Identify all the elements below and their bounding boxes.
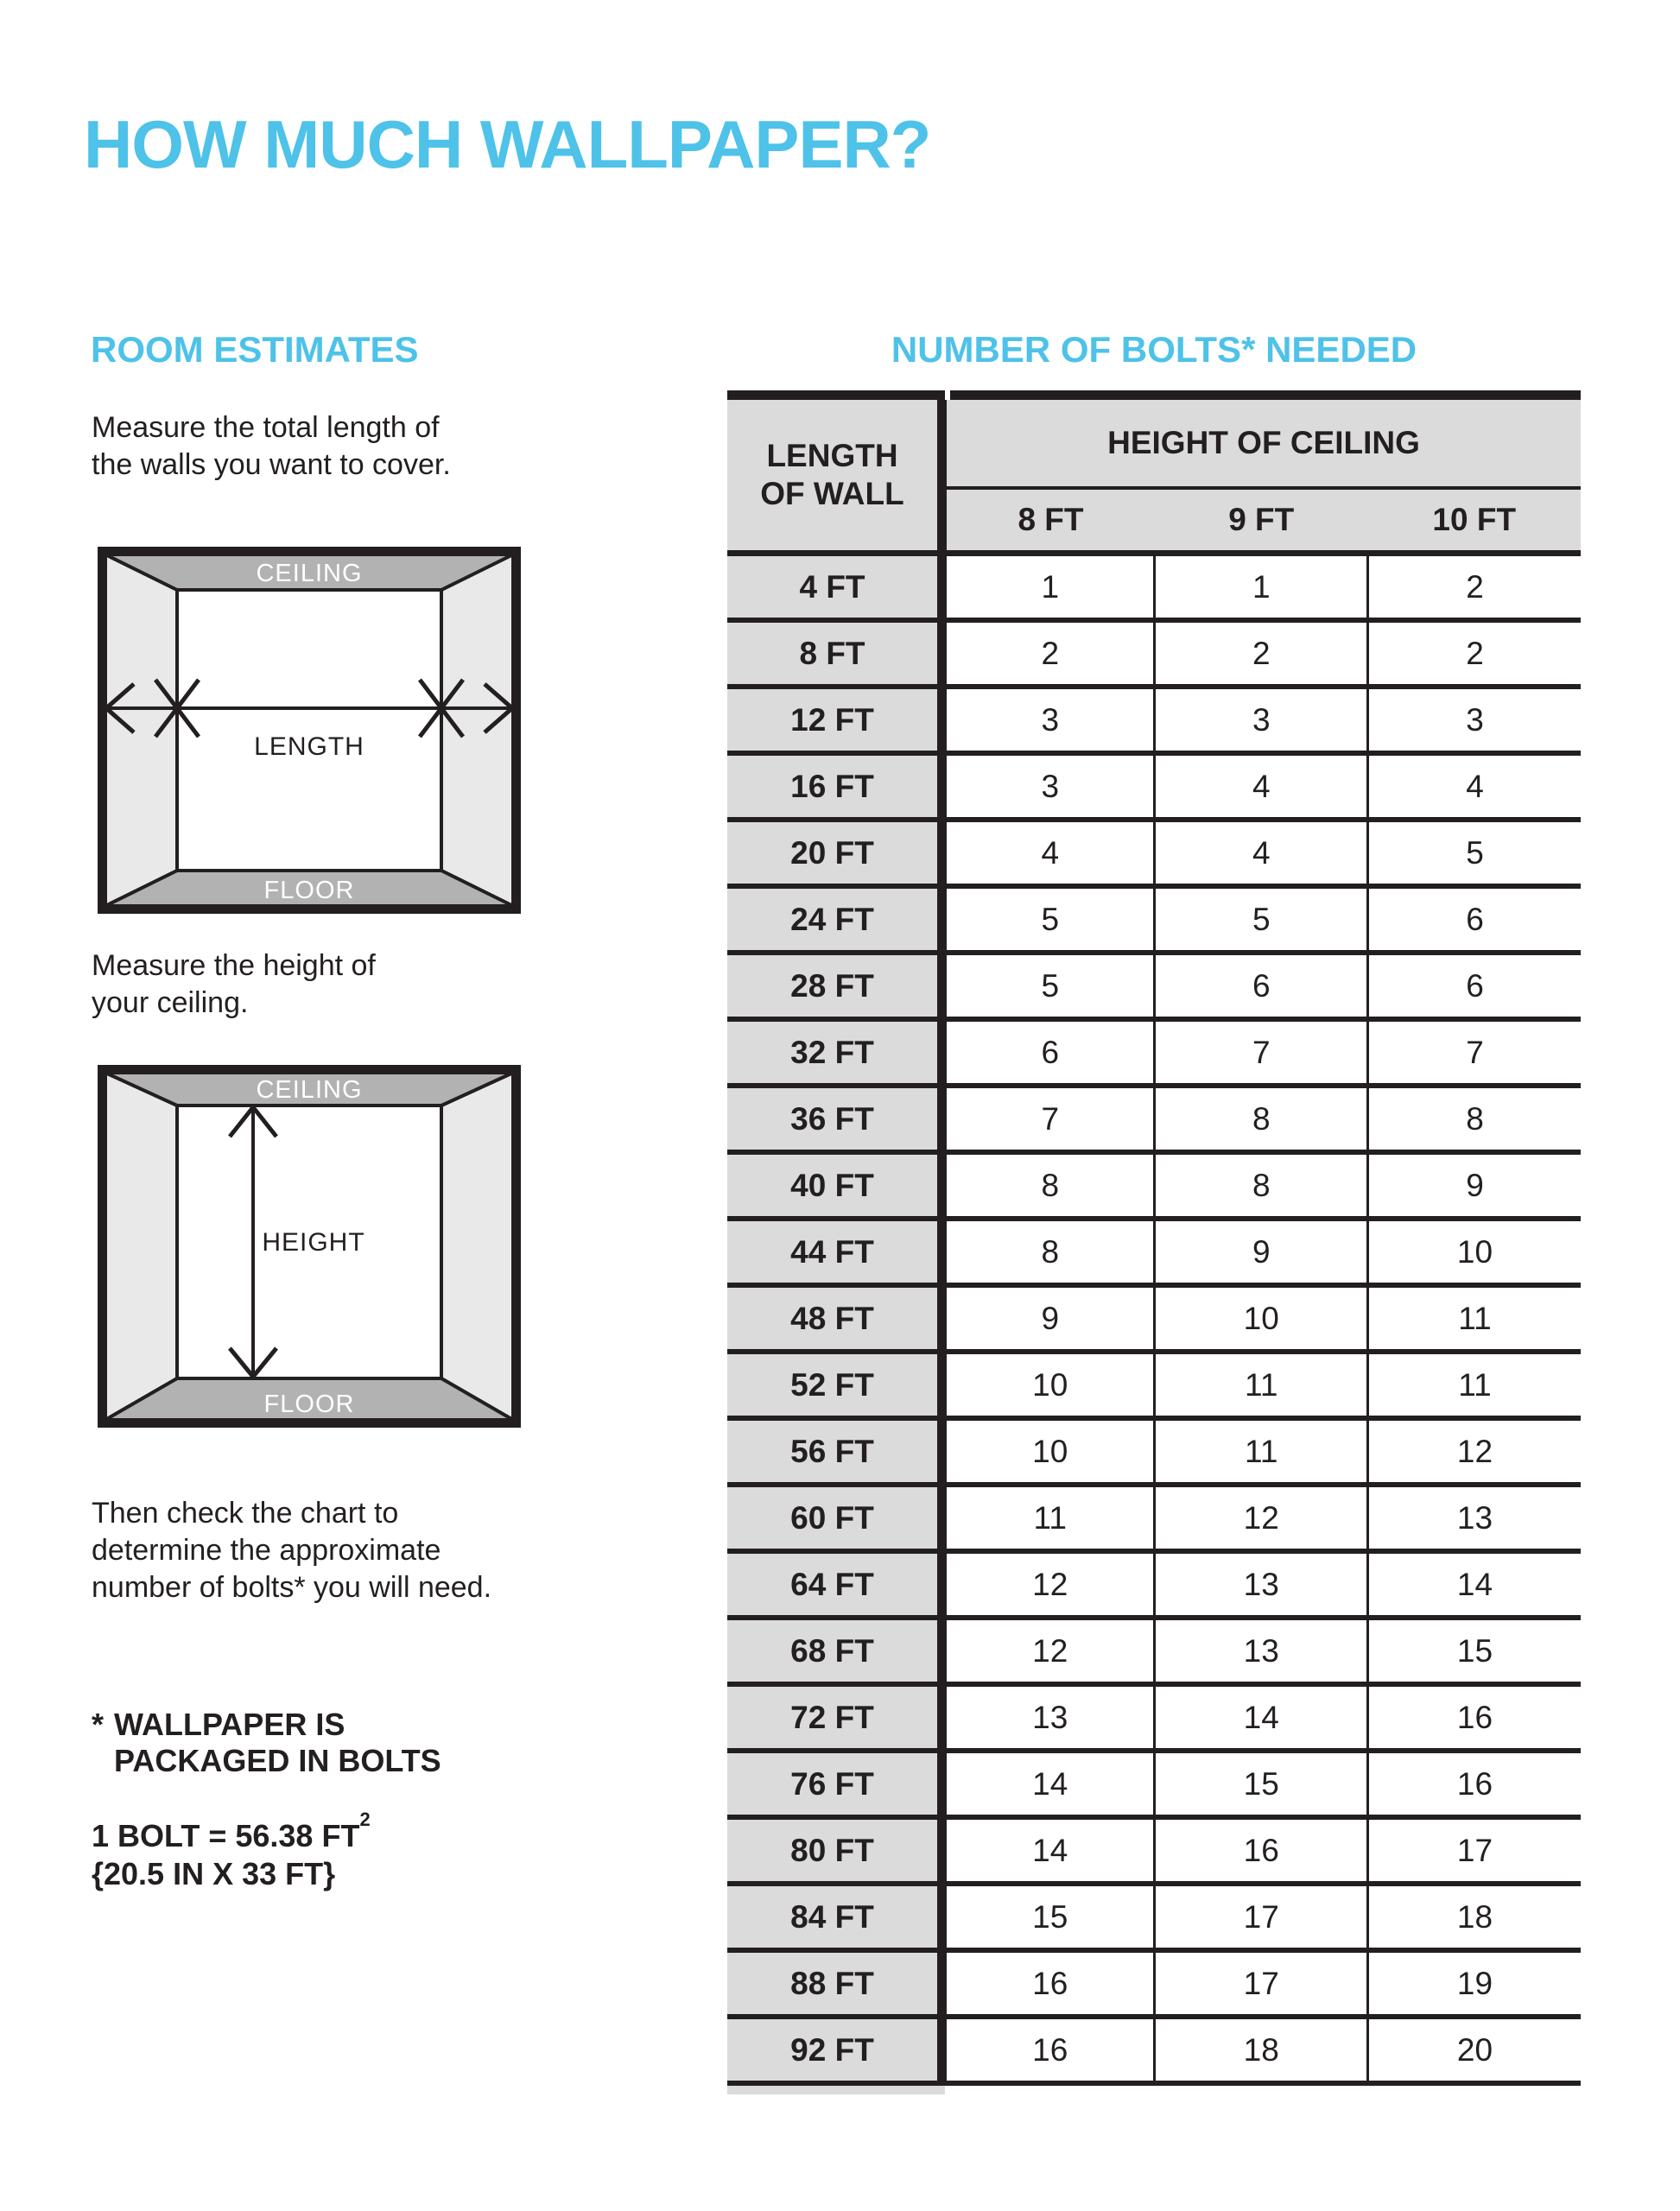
bolt-count-cell: 20 (1367, 2017, 1581, 2083)
bolt-count-cell: 5 (942, 953, 1155, 1019)
instruction-height-line1: Measure the height of (92, 949, 376, 982)
bolt-count-cell: 1 (942, 554, 1155, 621)
row-label: 8 FT (727, 620, 942, 687)
room-length-diagram (98, 547, 521, 914)
row-label: 80 FT (727, 1817, 942, 1884)
bolt-count-cell: 17 (1155, 1950, 1367, 2017)
bolt-count-cell: 17 (1367, 1817, 1581, 1884)
bolt-count-cell: 7 (1367, 1019, 1581, 1086)
table-row (727, 1751, 1581, 1817)
col-header-9ft: 9 FT (1155, 488, 1367, 554)
bolt-count-cell: 6 (942, 1019, 1155, 1086)
table-row (727, 1152, 1581, 1219)
instruction-length (92, 409, 451, 484)
row-label: 4 FT (727, 554, 942, 621)
instruction-height-line2: your ceiling. (92, 986, 249, 1019)
row-label: 48 FT (727, 1285, 942, 1352)
row-label: 40 FT (727, 1152, 942, 1219)
table-row (727, 1551, 1581, 1618)
bolt-count-cell: 10 (942, 1418, 1155, 1485)
bolt-count-cell: 11 (1155, 1418, 1367, 1485)
bolt-count-cell: 15 (1155, 1751, 1367, 1817)
bolt-count-cell: 13 (942, 1684, 1155, 1751)
instruction-chart (92, 1495, 491, 1606)
table-row (727, 1418, 1581, 1485)
ceiling-label: CEILING (256, 560, 363, 587)
right-wall-face (441, 1073, 513, 1420)
bolt-size-line1: 1 BOLT = 56.38 $FT^2$ (92, 1809, 371, 1853)
row-label: 76 FT (727, 1751, 942, 1817)
left-wall-face (105, 1073, 177, 1420)
room-height-diagram (98, 1065, 521, 1428)
bolt-count-cell: 14 (942, 1751, 1155, 1817)
bolt-count-cell: 13 (1155, 1618, 1367, 1684)
row-label: 28 FT (727, 953, 942, 1019)
bolt-count-cell: 16 (942, 2017, 1155, 2083)
bolt-count-cell: 2 (1367, 554, 1581, 621)
instruction-height (92, 947, 376, 1022)
bolts-table-body (727, 554, 1581, 2084)
floor-label: FLOOR (263, 1391, 355, 1418)
bolt-count-cell: 15 (942, 1884, 1155, 1950)
table-row (727, 620, 1581, 687)
table-row (727, 2017, 1581, 2083)
bolt-count-cell: 7 (1155, 1019, 1367, 1086)
footnote-line1: WALLPAPER IS (114, 1707, 346, 1742)
table-row (727, 1884, 1581, 1950)
bolt-count-cell: 16 (1155, 1817, 1367, 1884)
bolt-count-cell: 8 (942, 1219, 1155, 1285)
bolt-count-cell: 4 (1155, 753, 1367, 820)
back-wall-face (177, 590, 441, 871)
bolt-count-cell: 9 (1367, 1152, 1581, 1219)
table-row (727, 886, 1581, 953)
bolt-count-cell: 9 (1155, 1219, 1367, 1285)
bolt-count-cell: 3 (942, 753, 1155, 820)
squared-superscript: 2 (359, 1809, 371, 1830)
bolt-count-cell: 10 (942, 1352, 1155, 1418)
table-row (727, 554, 1581, 621)
row-label: 12 FT (727, 687, 942, 753)
bolt-count-cell: 6 (1367, 953, 1581, 1019)
table-row (727, 687, 1581, 753)
footnote-asterisk: * (92, 1707, 105, 1742)
table-row (727, 1950, 1581, 2017)
left-wall-face (105, 554, 177, 906)
row-label: 68 FT (727, 1618, 942, 1684)
bolts-table (727, 390, 1581, 2086)
bolt-count-cell: 16 (1367, 1751, 1581, 1817)
bolt-count-cell: 6 (1155, 953, 1367, 1019)
bolt-count-cell: 14 (1155, 1684, 1367, 1751)
bolt-count-cell: 16 (942, 1950, 1155, 2017)
table-row (727, 820, 1581, 886)
bolt-count-cell: 14 (942, 1817, 1155, 1884)
height-of-ceiling-header: HEIGHT OF CEILING (942, 396, 1582, 489)
bolt-count-cell: 11 (942, 1485, 1155, 1551)
bolt-count-cell: 5 (942, 886, 1155, 953)
table-row (727, 953, 1581, 1019)
bolt-count-cell: 3 (1367, 687, 1581, 753)
bolt-count-cell: 12 (1155, 1485, 1367, 1551)
bolt-count-cell: 2 (1367, 620, 1581, 687)
table-header-row-1 (727, 396, 1581, 489)
bolt-count-cell: 11 (1367, 1352, 1581, 1418)
instruction-length-line2: the walls you want to cover. (92, 448, 451, 481)
bolt-count-cell: 2 (942, 620, 1155, 687)
footnote-line2: PACKAGED IN BOLTS (114, 1743, 441, 1778)
instruction-chart-line3: number of bolts* you will need. (92, 1571, 492, 1604)
bolt-count-cell: 8 (942, 1152, 1155, 1219)
bolts-table-wrap (727, 390, 1581, 2086)
instruction-chart-line1: Then check the chart to (92, 1497, 399, 1530)
row-label: 92 FT (727, 2017, 942, 2083)
bolt-count-cell: 4 (1367, 753, 1581, 820)
bolt-count-cell: 4 (1155, 820, 1367, 886)
bolt-count-cell: 7 (942, 1086, 1155, 1152)
label-column-sliver (727, 2086, 945, 2094)
bolt-count-cell: 5 (1367, 820, 1581, 886)
bolt-count-cell: 17 (1155, 1884, 1367, 1950)
table-row (727, 1219, 1581, 1285)
bolt-count-cell: 8 (1155, 1086, 1367, 1152)
bolt-count-cell: 18 (1367, 1884, 1581, 1950)
bolt-count-cell: 16 (1367, 1684, 1581, 1751)
instruction-length-line1: Measure the total length of (92, 411, 440, 444)
col-header-10ft: 10 FT (1367, 488, 1581, 554)
bolt-count-cell: 11 (1367, 1285, 1581, 1352)
table-row (727, 1086, 1581, 1152)
table-row (727, 1352, 1581, 1418)
bolt-count-cell: 6 (1367, 886, 1581, 953)
bolt-count-cell: 13 (1155, 1551, 1367, 1618)
row-label: 84 FT (727, 1884, 942, 1950)
length-label: LENGTH (254, 732, 365, 761)
bolt-count-cell: 12 (942, 1551, 1155, 1618)
row-label: 16 FT (727, 753, 942, 820)
instruction-chart-line2: determine the approximate (92, 1534, 441, 1567)
row-label: 56 FT (727, 1418, 942, 1485)
ceiling-label: CEILING (256, 1076, 363, 1104)
row-label: 88 FT (727, 1950, 942, 2017)
table-row (727, 1285, 1581, 1352)
row-label: 52 FT (727, 1352, 942, 1418)
length-of-wall-header: LENGTH OF WALL (727, 396, 942, 554)
bolt-count-cell: 3 (1155, 687, 1367, 753)
bolt-size-info (92, 1810, 371, 1893)
table-row (727, 1485, 1581, 1551)
table-row (727, 1618, 1581, 1684)
bolt-count-cell: 13 (1367, 1485, 1581, 1551)
bolt-count-cell: 18 (1155, 2017, 1367, 2083)
table-row (727, 1817, 1581, 1884)
bolt-size-line2: {20.5 IN X 33 FT} (92, 1856, 336, 1891)
top-border-notch (945, 390, 950, 400)
bolt-count-cell: 10 (1155, 1285, 1367, 1352)
page-title: HOW MUCH WALLPAPER? (84, 106, 931, 182)
row-label: 72 FT (727, 1684, 942, 1751)
table-row (727, 1684, 1581, 1751)
row-label: 32 FT (727, 1019, 942, 1086)
bolt-count-cell: 1 (1155, 554, 1367, 621)
height-label: HEIGHT (262, 1228, 365, 1257)
room-estimates-heading: ROOM ESTIMATES (91, 329, 419, 370)
row-label: 20 FT (727, 820, 942, 886)
floor-label: FLOOR (263, 877, 355, 904)
right-wall-face (441, 554, 513, 906)
table-row (727, 1019, 1581, 1086)
bolt-count-cell: 4 (942, 820, 1155, 886)
bolt-count-cell: 19 (1367, 1950, 1581, 2017)
row-label: 24 FT (727, 886, 942, 953)
bolt-count-cell: 12 (942, 1618, 1155, 1684)
bolt-count-cell: 15 (1367, 1618, 1581, 1684)
bolt-count-cell: 14 (1367, 1551, 1581, 1618)
row-label: 60 FT (727, 1485, 942, 1551)
bolt-count-cell: 2 (1155, 620, 1367, 687)
bolt-count-cell: 9 (942, 1285, 1155, 1352)
row-label: 64 FT (727, 1551, 942, 1618)
bolt-count-cell: 3 (942, 687, 1155, 753)
row-label: 44 FT (727, 1219, 942, 1285)
row-label: 36 FT (727, 1086, 942, 1152)
bolt-count-cell: 11 (1155, 1352, 1367, 1418)
bolts-needed-heading: NUMBER OF BOLTS* NEEDED (891, 329, 1417, 370)
bolt-count-cell: 12 (1367, 1418, 1581, 1485)
wallpaper-footnote (92, 1707, 441, 1779)
bolt-count-cell: 10 (1367, 1219, 1581, 1285)
bolt-count-cell: 5 (1155, 886, 1367, 953)
table-row (727, 753, 1581, 820)
bolt-count-cell: 8 (1367, 1086, 1581, 1152)
col-header-8ft: 8 FT (942, 488, 1155, 554)
bolt-count-cell: 8 (1155, 1152, 1367, 1219)
